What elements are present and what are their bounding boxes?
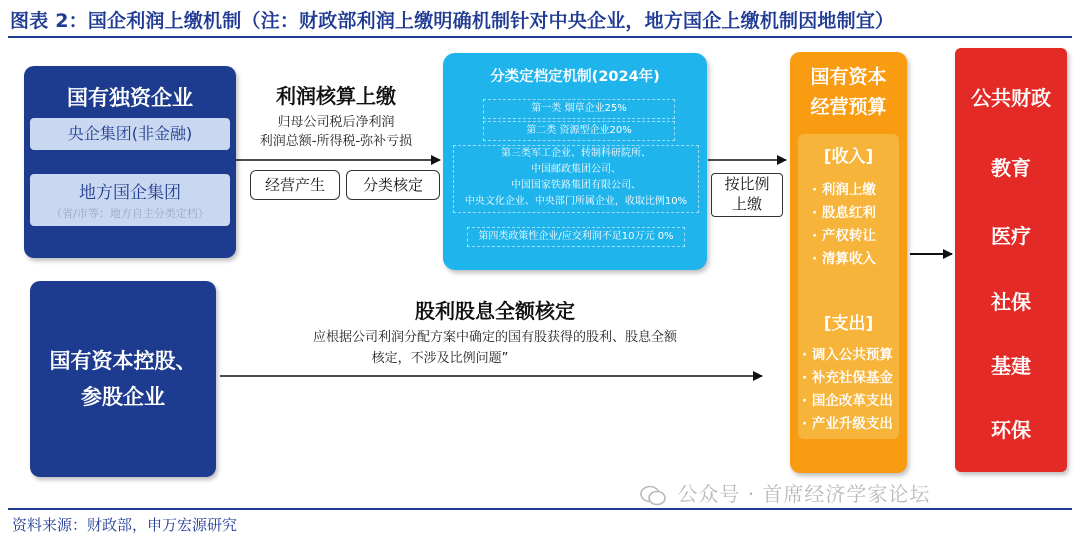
dividend-line1: 应根据公司利润分配方案中确定的国有股获得的股利、股息全额 [312, 330, 677, 345]
expense-item: · 补充社保基金 [802, 370, 893, 386]
expense-item: · 调入公共预算 [802, 347, 893, 363]
category-4: 第四类政策性企业/应交利润不足10万元 0% [467, 227, 685, 247]
watermark [640, 478, 930, 507]
holding-enterprise-line2: 参股企业 [81, 385, 165, 409]
public-finance-item: 医疗 [991, 224, 1031, 248]
dividend-heading: 股利股息全额核定 [415, 299, 575, 323]
category-3-line: 中央文化企业、中央部门所属企业，收取比例10% [464, 196, 688, 207]
ratio-line1: 按比例 [724, 175, 770, 193]
expense-item: · 国企改革支出 [802, 393, 893, 409]
income-item: · 清算收入 [812, 251, 876, 267]
figure-title: 图表 2：国企利润上缴机制（注：财政部利润上缴明确机制针对中央企业，地方国企上缴机制因地制宜） [10, 10, 895, 32]
income-item: · 利润上缴 [812, 182, 876, 198]
operation-generated-tag: 经营产生 [250, 170, 340, 200]
source-divider [8, 508, 1072, 510]
income-title: [收入] [823, 147, 874, 167]
local-soe-label: 地方国企集团 [79, 183, 181, 203]
budget-heading-line1: 国有资本 [810, 66, 887, 88]
dividend-line2: 核定，不涉及比例问题” [371, 351, 509, 366]
budget-heading-line2: 经营预算 [810, 96, 887, 118]
income-item: · 股息红利 [812, 205, 876, 221]
holding-enterprise-line1: 国有资本控股、 [49, 349, 197, 373]
central-soe-label: 央企集团(非金融) [67, 124, 193, 143]
public-finance-item: 基建 [991, 354, 1031, 378]
category-3-line: 中国国家铁路集团有限公司、 [511, 180, 641, 191]
category-3-line: 第三类军工企业、转制科研院所、 [501, 148, 651, 159]
classified-assessment-tag: 分类核定 [346, 170, 440, 200]
category-2: 第二类 资源型企业20% [483, 121, 675, 141]
profit-calc-line1: 归母公司税后净利润 [277, 115, 395, 130]
expense-item: · 产业升级支出 [802, 416, 893, 432]
watermark-text: 公众号 · 首席经济学家论坛 [677, 482, 931, 506]
source-note: 资料来源：财政部，申万宏源研究 [12, 516, 238, 534]
sole-state-owned-heading: 国有独资企业 [67, 86, 193, 110]
category-1: 第一类 烟草企业25% [483, 99, 675, 119]
wechat-icon [640, 485, 666, 507]
public-finance-item: 社保 [991, 290, 1031, 314]
public-finance-item: 教育 [991, 156, 1031, 180]
public-finance-item: 环保 [991, 418, 1031, 442]
profit-calc-heading: 利润核算上缴 [276, 84, 396, 108]
public-finance-heading: 公共财政 [971, 86, 1051, 110]
expense-title: [支出] [823, 314, 874, 334]
local-soe-note: （省/市等：地方自主分类定档） [51, 207, 209, 220]
ratio-line2: 上缴 [731, 195, 762, 213]
category-3-line: 中国邮政集团公司、 [531, 164, 621, 175]
income-item: · 产权转让 [812, 228, 876, 244]
classification-heading: 分类定档定机制(2024年) [490, 69, 660, 85]
profit-calc-line2: 利润总额-所得税-弥补亏损 [259, 134, 413, 149]
